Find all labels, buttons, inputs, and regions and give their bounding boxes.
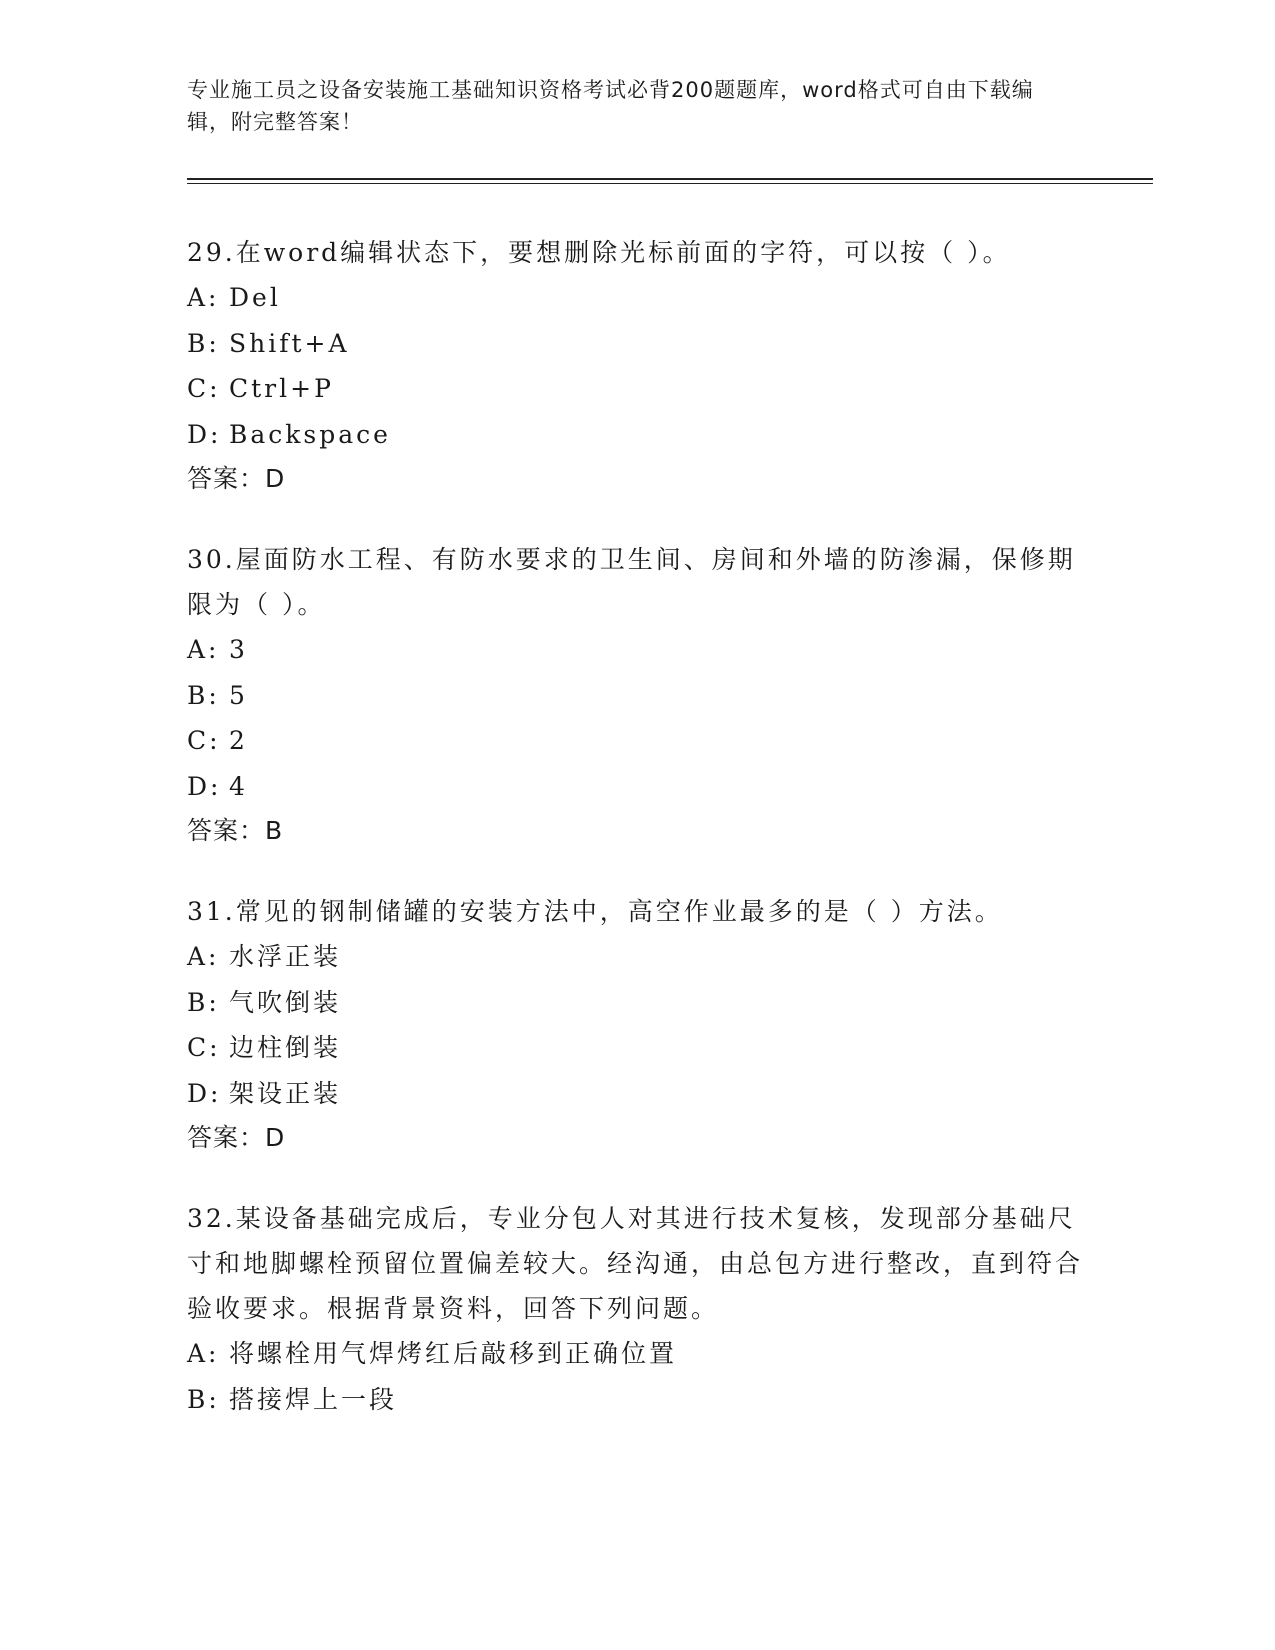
option-c xyxy=(187,718,1087,764)
option-b xyxy=(187,1377,1087,1423)
option-text: Backspace xyxy=(229,419,391,449)
option-text: 4 xyxy=(229,771,248,801)
option-text: Ctrl+P xyxy=(229,374,334,403)
option-text: Del xyxy=(229,283,281,312)
question-stem: 32.某设备基础完成后，专业分包人对其进行技术复核，发现部分基础尺寸和地脚螺栓预留位置偏差较大。经沟通，由总包方进行整改，直到符合验收要求。根据背景资料，回答下列问题。 xyxy=(187,1204,1084,1323)
question-stem: 29.在word编辑状态下，要想删除光标前面的字符，可以按（ ）。 xyxy=(187,238,1011,267)
question-stem: 30.屋面防水工程、有防水要求的卫生间、房间和外墙的防渗漏，保修期限为（ ）。 xyxy=(187,545,1076,619)
answer-line: 答案：B xyxy=(187,816,284,845)
option-b xyxy=(187,321,1087,367)
option-a xyxy=(187,934,1087,980)
header-rule-thin xyxy=(187,183,1153,184)
option-text: 5 xyxy=(229,680,248,710)
option-text: 搭接焊上一段 xyxy=(229,1384,398,1414)
option-d xyxy=(187,764,1087,810)
header-rule-thick xyxy=(187,178,1153,180)
option-key: D: xyxy=(187,771,222,801)
option-text: 气吹倒装 xyxy=(229,987,342,1017)
question-list xyxy=(187,230,1087,1458)
option-text: Shift+A xyxy=(229,328,350,358)
option-text: 将螺栓用气焊烤红后敲移到正确位置 xyxy=(229,1339,678,1368)
option-text: 架设正装 xyxy=(229,1078,342,1108)
option-key: C: xyxy=(187,726,221,755)
option-key: A: xyxy=(187,283,220,312)
question-31 xyxy=(187,889,1087,1160)
option-a xyxy=(187,627,1087,673)
question-29 xyxy=(187,230,1087,501)
document-header: 专业施工员之设备安装施工基础知识资格考试必背200题题库，word格式可自由下载编辑，附完整答案！ xyxy=(187,78,1034,134)
option-b xyxy=(187,673,1087,719)
option-b xyxy=(187,980,1087,1026)
option-d xyxy=(187,412,1087,458)
option-text: 水浮正装 xyxy=(229,942,342,971)
option-key: B: xyxy=(187,328,220,358)
option-key: C: xyxy=(187,374,221,403)
answer-line: 答案：D xyxy=(187,1123,286,1152)
option-key: D: xyxy=(187,419,222,449)
option-text: 边柱倒装 xyxy=(229,1033,342,1062)
option-key: B: xyxy=(187,1384,220,1414)
option-a xyxy=(187,1331,1087,1377)
option-key: B: xyxy=(187,987,220,1017)
option-d xyxy=(187,1071,1087,1117)
option-key: A: xyxy=(187,635,220,664)
option-text: 2 xyxy=(229,726,248,755)
option-a xyxy=(187,275,1087,321)
question-stem: 31.常见的钢制储罐的安装方法中，高空作业最多的是（ ）方法。 xyxy=(187,897,1003,926)
option-key: A: xyxy=(187,942,220,971)
answer-line: 答案：D xyxy=(187,464,286,493)
option-text: 3 xyxy=(229,635,248,664)
option-c xyxy=(187,366,1087,412)
option-key: A: xyxy=(187,1339,220,1368)
option-key: C: xyxy=(187,1033,221,1062)
option-key: D: xyxy=(187,1078,222,1108)
option-key: B: xyxy=(187,680,220,710)
question-32 xyxy=(187,1196,1087,1422)
question-30 xyxy=(187,537,1087,853)
option-c xyxy=(187,1025,1087,1071)
